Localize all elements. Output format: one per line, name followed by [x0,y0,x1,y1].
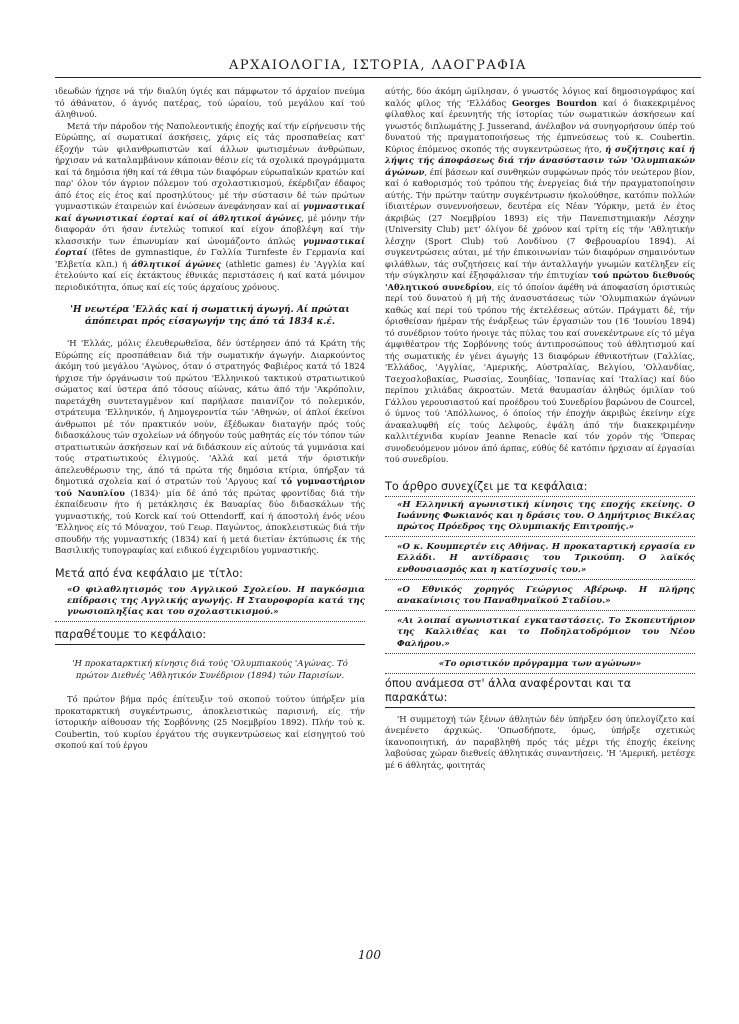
section-heading: 'Η προκαταρκτική κίνησις διά τούς 'Ολυμπιακούς 'Αγώνας. Τό πρώτον Διεθνές 'Αθλητικόν Συνέδριον (1894) τών Παρισίων. [72,659,348,681]
divider [385,707,695,708]
left-column [55,86,365,752]
editorial-note: όπου ανάμεσα στ' άλλα αναφέρονται και τα παρακάτω: [385,676,632,704]
section-heading: 'Η νεωτέρα 'Ελλάς καί ή σωματική άγωγή. Αί πρώται άπόπειραι πρός είσαγωγήν της άπό τά 1834 κ.έ. [70,305,350,327]
editorial-note: Μετά από ένα κεφάλαιο με τίτλο: [55,566,243,580]
paragraph: 'Η 'Ελλάς, μόλις έλευθερωθεϊσα, δέν ύστέρησεν άπό τά Κράτη τής Εύρώπης είς προσπάθειαν διά τήν σωματικήν άγωγήν. Διαρκούντος άκόμη τού μεγάλου 'Αγώνος, όταν ό στρατηγός Φαβιέρος κατά τό 1824 ήρχισε τήν όργάνωσιν τού πρώτου 'Ελληνικού τακτικού στρατιωτικού σώματος καί ύστερα άπό τόσους αίώνας, κάτω άπό τήν 'Ακρόπολιν, παρετάχθη συντεταγμένον καί παρήλασε παιανίζον τό πολεμικόν, στράτευμα 'Ελληνικόν, ή Δημογεροντία τών 'Αθηνών, οί άπλοί έκείνοι άνθρωποι μέ τόν πρακτικόν νούν, έξέδωκαν διαταγήν πρός τούς διδασκάλους τών σχολείων νά όδηγούν τούς μαθητάς είς τόν τόπον τών στρατιωτικών άσκήσεων καί νά διδάσκουν είς αύτούς τά γυμνάσια καί τούς στρατιωτικούς έλιγμούς. 'Αλλά καί μετά τήν όριστικήν άπελευθέρωσιν της, άπό τά πρώτα τής δημόσια κτίρια, ύπήρξαν τά δημοτικά σχολεία καί ό στρατών τού 'Αργους καί τό γυμναστήριον τού Ναυπλίου (1834)· μία δέ άπό τάς πρώτας φροντίδας διά τήν έκπαίδευσιν ήτο ή μετάκλησις έκ Βαυαρίας δύο διδασκάλων τής γυμναστικής, τού Korck καί τού Ottendorff, καί ή άποστολή ένός νέου 'Ελληνος είς τό Μόναχον, τού Γεωρ. Παγώντος, άποκλειστικώς διά τήν σπουδήν τής γυμναστικής (1834) καί ή μετά διετίαν έκτύπωσις έκ τής Βασιλικής τυπογραφίας καί ειδικού έγχειριδίου γυμναστικής. [55,338,365,555]
paragraph: ιδεωδών ήχησε νά τήν διαλύη ύγιές και πάμφωτον τό άρχαίον πνεύμα τό άθάνατον, ό άγνός πατέρας, τού ώραίου, τού μεγάλου καί τού άληθινού. [55,86,365,119]
paragraph: Τό πρώτον βήμα πρός έπίτευξιν τού σκοπού τούτου ύπήρξεν μία προκαταρκτική συγκέντρωσις, άποκλειστικώς παρισινή, είς τήν ίστορικήν αίθουσαν τής Σορβόννης (25 Νοεμβρίου 1892). Πλήν τού κ. Coubertin, τού κυρίου έργάτου τής συγκεντρώσεως καί είσηγητού τού σκοπού καί τού έργου [55,694,365,751]
editorial-note: Το άρθρο συνεχίζει με τα κεφάλαια: [385,479,588,493]
right-column [385,86,695,771]
chapter-title-box: «Ο κ. Κουμπερτέν εις Αθήνας. Η προκαταρτική εργασία εν Ελλάδι. Η αντίδρασις του Τρικούπη. Ο λαϊκός ενθουσιασμός και η κατίσχυσίς του.» [385,540,695,580]
running-header: ΑΡΧΑΙΟΛΟΓΙΑ, ΙΣΤΟΡΙΑ, ΛΑΟΓΡΑΦΙΑ [229,58,527,73]
page-number: 100 [358,948,381,962]
chapter-title-box: «Ο Εθνικός χορηγός Γεώργιος Αβέρωφ. Η πλήρης ανακαίνισις του Παναθηναϊκού Σταδίου.» [385,583,695,611]
paragraph: 'Η συμμετοχή τών ξένων άθλητών δέν ύπήρξεν όση ύπελογίζετο καί άνεμένετο άρχικώς. 'Οπωσδήποτε, όμως, ύπήρξε σχετικώς ίκανοποιητική, άν παραβληθή πρός τάς μέχρι τής έποχής έκείνης λαβούσας χώραν διεθνείς άθλητικάς συναντήσεις. 'Η 'Αμερική, μετέσχε μέ 6 άθλητάς, φοιτητάς [385,713,695,770]
paragraph: αύτής, δύο άκόμη ώμίλησαν, ό γνωστός λόγιος καί δημοσιογράφος καί καλός φίλος τής 'Ελλάδος Georges Bourdon καί ό διακεκριμένος φίλαθλος καί έρευνητής τής ίστορίας τών σωματικών άσκήσεων καί γνωστός διπλωμάτης J. Jusserand, άνέλαβον νά συνηγορήσουν ύπέρ τού δυνατού τής πραγματοποιήσεως τής έμπνεύσεως τού κ. Coubertin. Κύριος έπόμενος σκοπός τής συγκεντρώσεως ήτο, ή συζήτησις καί ή λήψις τής άποφάσεως διά τήν άνασύστασιν τών 'Ολυμπιακών άγώνων, έπί βάσεων καί συνθηκών συμφώνων πρός τόν νεώτερον βίον, καί ό καθορισμός τού τρόπου τής ένεργείας διά τήν πραγματοποίησιν αύτής. Τήν πρώτην ταύτην συγκέντρωσιν ήκολούθησε, κατόπιν πολλών ίδιαιτέρων συνεννοήσεων, δευτέρα είς Νέαν 'Υόρκην, μετά έν έτος άκριβώς (27 Νοεμβρίου 1893) είς τήν Πανεπιστημιακήν Λέσχην (University Club) μετ' όλίγον δέ χρόνον καί τρίτη είς τήν 'Αθλητικήν λέσχην (Sport Club) τού Λονδίνου (7 Φεβρουαρίου 1894). Αί συγκεντρώσεις αύται, μέ τήν έπικοινωνίαν τών διαφόρων σημαινόντων φιλάθλων, τάς συζητήσεις καί τήν άνταλλαγήν γνωμών κατέληξεν είς τήν σύγκλησιν καί έξησφάλισαν τήν έπιτυχίαν τού πρώτου διεθνούς 'Αθλητικού συνεδρίου, είς τό όποίον άφέθη νά άποφασίση όριστικώς περί τού δυνατού ή μή τής άνασυστάσεως τών 'Ολυμπιακών άγώνων καθώς καί περί τού τρόπου τής έκτελέσεως αύτών. Πράγματι δέ, τήν όρισθείσαν ήμέραν τής ένάρξεως τών έργασιών του (16 'Ιουνίου 1894) τό συνέδριον τούτο ήνοιγε τάς πύλας του καί συνεκέντρωνε είς τό μέγα άμφιθέατρον τής Σορβόννης τούς άντιπροσώπους τού άθλητισμού καί τής σωματικής έν γένει άγωγής 13 διαφόρων έθνικοτήτων (Γαλλίας, 'Ελλάδος, 'Αγγλίας, 'Αμερικής, Αύστραλίας, Βελγίου, 'Ολλανδίας, Τσεχοσλοβακίας, Ρωσσίας, Σουηδίας, 'Ισπανίας καί 'Ιταλίας) καί δύο περίπου χιλιάδας άκροατών. Μετά θαυμασίαν άληθώς όμιλίαν τού Γάλλου γερουσιαστού καί προέδρου τού Συνεδρίου βαρώνου de Courcel, ό ύμνος τού 'Απόλλωνος, ό όποίος τήν έποχήν άκριβώς έκείνην είχε άνακαλυφθή είς τούς Δελφούς, έψάλη άπό τήν διακεκριμένην καλλιτέχνιδα κυρίαν Jeanne Renacle καί τόν χορόν τής 'Όπερας συνοδευόμενον μόνον άπό άρπας, εύθύς δέ κατόπιν ήρχισαν αί έργασίαι τού συνεδρίου. [385,86,695,464]
divider [55,644,365,645]
chapter-title-box: «Ο φιλαθλητισμός του Αγγλικού Σχολείου. Η παγκόσμια επίδρασις της Αγγλικής αγωγής. Η Σταυροφορία κατά της γνωσιοπληξίας και του σχολαστικισμού.» [55,583,365,623]
editorial-note: παραθέτουμε το κεφάλαιο: [55,628,207,642]
header-rule [55,77,701,78]
chapter-title-box: «Το οριστικόν πρόγραμμα των αγώνων» [385,657,695,674]
chapter-title-box: «Η Ελληνική αγωνιστική κίνησις της εποχής εκείνης. Ο Ιωάννης Φωκιανός και η δράσις του. Ο Δημήτριος Βικέλας πρώτος Πρόεδρος της Ολυμπιακής Επιτροπής.» [385,496,695,538]
chapter-title-box: «Αι λοιπαί αγωνιστικαί εγκαταστάσεις. Το Σκοπευτήριον της Καλλιθέας και το Ποδηλατοδρόμιον του Νέου Φαλήρου.» [385,614,695,654]
paragraph: Μετά τήν πάροδον τής Ναπολεοντικής έποχής καί τήν είρήνευσιν τής Εύρώπης, αί σωματικαί άσκήσεις, χάρις είς τάς προσπαθείας κατ' έξοχήν τών φιλανθρωπιστών καί άλλων φωτισμένων άνθρώπων, ήρχισαν νά καταλαμβάνουν κάποιαν θέσιν είς τά σχολικά προγράμματα καί τά δημόσια ήθη καί τά έθιμα τών διαφόρων εύρωπαϊκών κρατών καί παρ' όλον τόν άγριον πόλεμον τού σχολαστικισμού, έκέρδιζαν έδαφος άπό έτος είς έτος καί προσηλύτους· μέ τήν σύστασιν δέ τών πρώτων γυμναστικών έταιρειών καί ένώσεων άνεφάνησαν καί αί γυμναστικαί καί άγωνιστικαί έορταί καί οί άθλητικοί άγώνες, μέ μόνην τήν διαφοράν ότι ήσαν έντελώς τοπικοί καί είχον άποβλέψη καί τήν κλασσικήν των έπωνυμίαν καί ώνομάζοντο άπλώς γυμναστικαί έορταί (fêtes de gymnastique, έν Γαλλία Turnfeste έν Γερμανία καί 'Ελβετία κλπ.) ή άθλητικοί άγώνες (athletic games) έν 'Αγγλία καί έτελούντο καί είς έκτάκτους έθνικάς περιστάσεις ή καί κατά μόνιμον περιοδικότητα, όπως καί είς τούς άρχαίους χρόνους. [55,120,365,292]
